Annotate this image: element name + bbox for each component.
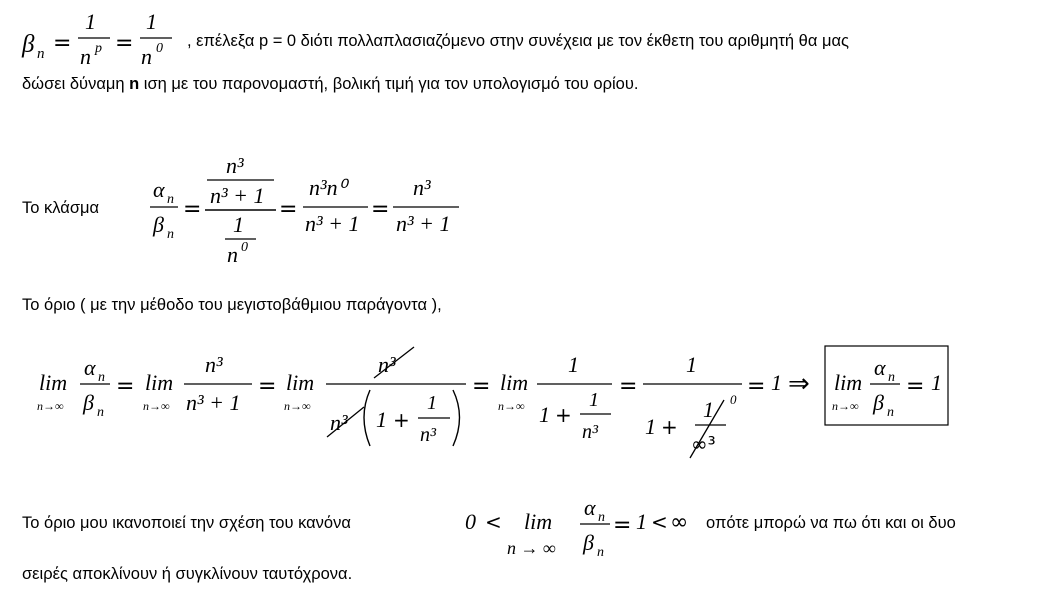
math-sub-n: n — [98, 370, 105, 385]
math-one: 1 — [568, 352, 579, 377]
math-n3: n³ — [205, 352, 223, 377]
math-n3: n³ — [413, 175, 431, 200]
math-lim-sub: n→∞ — [832, 399, 859, 413]
math-sub-n: n — [597, 545, 604, 560]
math-lt: < — [485, 510, 502, 534]
text-conclusion-line1-pre: Το όριο μου ικανοποιεί την σχέση του κανόνα — [22, 514, 351, 532]
math-one: 1 — [686, 352, 697, 377]
text-explanation-line1: , επέλεξα p = 0 διότι πολλαπλασιαζόμενο στην συνέχεια με τον έκθετη του αριθμητή θα μας — [187, 32, 849, 50]
math-one: 1 — [589, 389, 599, 411]
formula-fraction-ratio — [150, 153, 459, 267]
math-sub-n: n — [167, 227, 174, 242]
math-n3plus1: n³ + 1 — [210, 183, 265, 208]
math-implies: ⇒ — [788, 369, 810, 399]
math-lim: lim — [39, 370, 68, 395]
math-n: n — [80, 44, 91, 69]
math-n3-cancelled: n³ — [330, 410, 348, 435]
math-one: 1 — [636, 509, 647, 534]
math-inf3: ∞³ — [691, 432, 716, 456]
math-sup-zero: 0 — [156, 41, 163, 56]
math-plus: + — [393, 408, 410, 432]
math-zero: 0 — [465, 509, 476, 534]
formula-limit-chain — [37, 346, 948, 458]
math-n: n — [227, 242, 238, 267]
math-lim: lim — [524, 509, 553, 534]
text-explanation-line2-post: ιση με του παρονομαστή, βολική τιμή για τον υπολογισμό του ορίου. — [139, 75, 639, 93]
math-one: 1 — [771, 370, 782, 395]
math-n3: n³ — [582, 421, 598, 443]
math-one: 1 — [931, 370, 942, 395]
math-eq: = — [279, 197, 298, 222]
math-plus: + — [555, 403, 572, 427]
formula-beta-definition — [21, 9, 172, 69]
text-fraction-label: Το κλάσμα — [22, 199, 100, 217]
math-infinity: ∞ — [670, 510, 689, 535]
math-alpha: α — [153, 177, 165, 202]
math-beta: β — [22, 31, 35, 58]
math-n3plus1: n³ + 1 — [186, 390, 241, 415]
math-sup-zero: 0 — [730, 392, 737, 407]
math-num-one: 1 — [233, 212, 244, 237]
text-bold-n: n — [129, 75, 140, 93]
math-eq: = — [258, 374, 277, 399]
math-alpha: α — [874, 355, 886, 380]
math-n3n0: n³n⁰ — [309, 175, 347, 200]
math-eq: = — [183, 197, 202, 222]
math-n3-cancelled: n³ — [378, 352, 396, 377]
math-eq: = — [115, 31, 134, 56]
math-lim: lim — [834, 370, 863, 395]
math-lim-sub: n→∞ — [37, 399, 64, 413]
math-one: 1 — [427, 392, 437, 414]
math-lt: < — [651, 510, 668, 534]
math-beta: β — [873, 390, 884, 415]
math-lim-sub: n→∞ — [498, 399, 525, 413]
math-eq: = — [747, 374, 766, 399]
math-sub-n: n — [37, 46, 45, 62]
math-one: 1 — [376, 407, 387, 432]
math-sup-p: p — [95, 41, 102, 56]
paren-left — [364, 390, 370, 446]
text-limit-label: Το όριο ( με την μέθοδο του μεγιστοβάθμιου παράγοντα ), — [22, 296, 442, 314]
math-sub-n: n — [598, 510, 605, 525]
math-one: 1 — [645, 414, 656, 439]
math-n3: n³ — [226, 153, 244, 178]
math-num-one: 1 — [85, 9, 96, 34]
math-lim: lim — [286, 370, 315, 395]
formula-rule-condition — [465, 495, 688, 560]
math-lim-sub: n → ∞ — [507, 538, 556, 558]
math-sup-zero: 0 — [241, 240, 248, 255]
math-num-one: 1 — [146, 9, 157, 34]
math-eq: = — [371, 197, 390, 222]
math-lim: lim — [500, 370, 529, 395]
text-conclusion-line1-post: οπότε μπορώ να πω ότι και οι δυο — [706, 514, 956, 532]
math-beta: β — [583, 530, 594, 555]
math-one: 1 — [703, 397, 714, 422]
math-alpha: α — [584, 495, 596, 520]
math-beta: β — [83, 390, 94, 415]
math-lim-sub: n→∞ — [284, 399, 311, 413]
text-conclusion-line2: σειρές αποκλίνουν ή συγκλίνουν ταυτόχρονα. — [22, 565, 353, 583]
math-eq: = — [53, 31, 72, 56]
math-lim: lim — [145, 370, 174, 395]
math-eq: = — [619, 374, 638, 399]
paren-right — [453, 390, 460, 446]
math-sub-n: n — [97, 405, 104, 420]
math-eq: = — [613, 513, 632, 538]
math-n3: n³ — [420, 424, 436, 446]
text-explanation-line2-pre: δώσει δύναμη — [22, 75, 130, 93]
math-n3plus1: n³ + 1 — [396, 211, 451, 236]
math-beta: β — [153, 212, 164, 237]
math-n: n — [141, 44, 152, 69]
math-sub-n: n — [887, 405, 894, 420]
math-sub-n: n — [888, 370, 895, 385]
math-sub-n: n — [167, 192, 174, 207]
math-eq: = — [906, 374, 925, 399]
math-one: 1 — [539, 402, 550, 427]
math-eq: = — [116, 374, 135, 399]
math-n3plus1: n³ + 1 — [305, 211, 360, 236]
math-lim-sub: n→∞ — [143, 399, 170, 413]
math-eq: = — [472, 374, 491, 399]
math-plus: + — [661, 415, 678, 439]
math-alpha: α — [84, 355, 96, 380]
